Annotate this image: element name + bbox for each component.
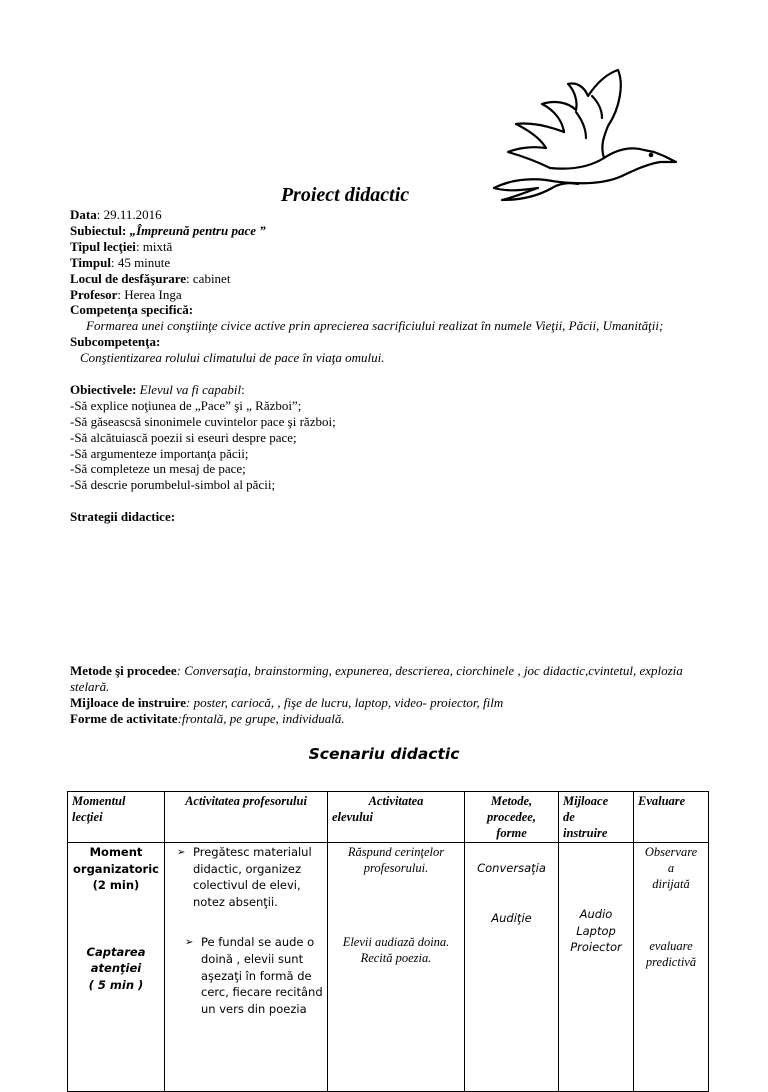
arrow-bullet-icon: ➢ — [185, 937, 194, 949]
teacher-line: Profesor: Herea Inga — [70, 286, 182, 302]
cell-moment — [68, 843, 165, 1092]
competence-label: Competenţa specifică: — [70, 302, 194, 318]
time-line: Timpul: 45 minute — [70, 254, 171, 270]
page-title: Proiect didactic — [280, 184, 410, 206]
subcompetence-label: Subcompetenţa: — [70, 334, 161, 350]
header-methods: Metode, procedee, forme — [465, 792, 559, 843]
list-item: ➢ Pregătesc materialul didactic, organizez colectivul de elevi, notez absenţii. — [177, 845, 312, 909]
lesson-type-line: Tipul lecţiei: mixtă — [70, 238, 173, 254]
lesson-info — [70, 207, 750, 525]
date-line: Data: 29.11.2016 — [70, 207, 162, 222]
list-item: ➢ Pe fundal se aude o doină , elevii sunt aşezaţi în formă de cerc, fiecare recitând un vers din poezia — [185, 935, 323, 1016]
moment-captarea: Captarea atenţiei ( 5 min ) — [86, 944, 146, 992]
objective-item: -Să argumenteze importanţa păcii; — [70, 445, 249, 461]
scenario-title: Scenariu didactic — [308, 745, 460, 763]
place-line: Locul de desfăşurare: cabinet — [70, 270, 231, 286]
table-row — [68, 843, 709, 1092]
methods-section — [70, 663, 690, 727]
cell-methods: Conversaţia Audiţie — [465, 843, 559, 1092]
objective-item: -Să explice noţiunea de „Pace” şi „ Război”; — [70, 397, 302, 413]
objective-item: -Să completeze un mesaj de pace; — [70, 461, 246, 477]
forms-line: Forme de activitate:frontală, pe grupe, individuală. — [70, 711, 345, 726]
scenario-table — [67, 791, 709, 1092]
header-teacher-activity: Activitatea profesorului — [165, 792, 328, 843]
cell-evaluation: Observare a dirijată evaluare predictivă — [634, 843, 709, 1092]
methods-line: Metode şi procedee: Conversaţia, brainstorming, expunerea, descrierea, ciorchinele , joc didactic,cvintetul, explozia stelară. — [70, 663, 683, 694]
means-line: Mijloace de instruire: poster, cariocă, , fişe de lucru, laptop, video- proiector, film — [70, 695, 504, 710]
moment-organizatoric: Moment organizatoric (2 min) — [73, 845, 159, 893]
objectives-heading: Obiectivele: Elevul va fi capabil: — [70, 381, 245, 397]
table-header-row — [68, 792, 709, 843]
header-means: Mijloace de instruire — [559, 792, 634, 843]
competence-text: Formarea unei conştiinţe civice active prin aprecierea sacrificiului realizat în numele Vieţii, Păcii, Umanităţii; — [86, 318, 664, 334]
strategies-label: Strategii didactice: — [70, 509, 176, 525]
dove-illustration — [488, 66, 684, 202]
cell-means: Audio Laptop Proiector — [559, 843, 634, 1092]
arrow-bullet-icon: ➢ — [177, 847, 186, 858]
subcompetence-text: Conştientizarea rolului climatului de pace în viaţa omului. — [80, 350, 385, 366]
objective-item: -Să descrie porumbelul-simbol al păcii; — [70, 477, 276, 493]
objective-item: -Să găseascsă sinonimele cuvintelor pace şi război; — [70, 413, 336, 429]
header-evaluation: Evaluare — [634, 792, 709, 843]
objective-item: -Să alcătuiască poezii si eseuri despre pace; — [70, 429, 297, 445]
cell-teacher-activity — [165, 843, 328, 1092]
header-moment: Momentul lecţiei — [68, 792, 165, 843]
header-student-activity: Activitatea elevului — [328, 792, 465, 843]
cell-student-activity: Răspund cerinţelor profesorului. Elevii audiază doina. Recită poezia. — [328, 843, 465, 1092]
subject-line: Subiectul: „Împreună pentru pace ” — [70, 222, 266, 238]
